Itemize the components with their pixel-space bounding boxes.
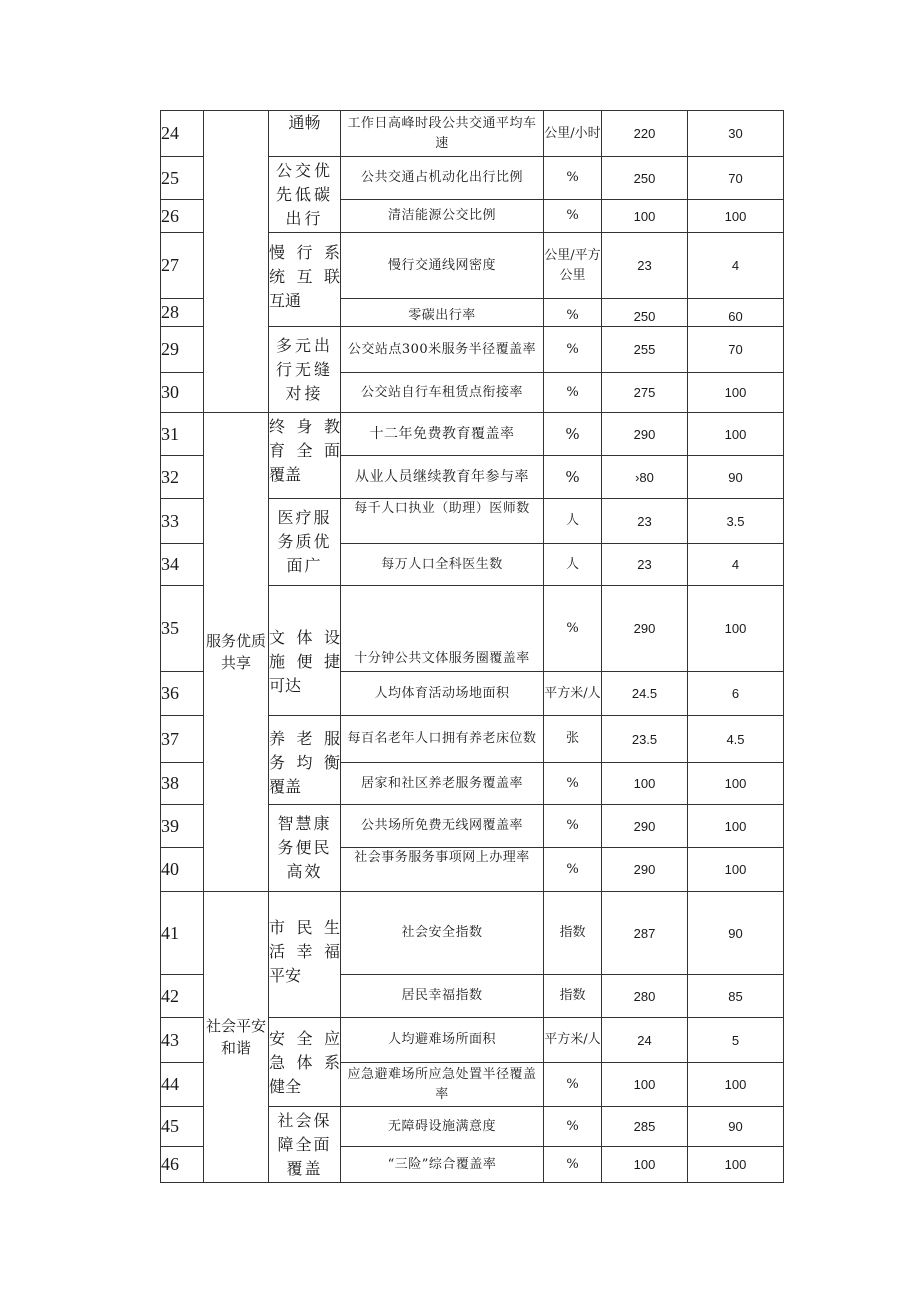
indicator-name: 人均体育活动场地面积 <box>341 672 544 716</box>
row-number: 25 <box>161 157 204 200</box>
indicator-name: 居民幸福指数 <box>341 975 544 1018</box>
row-number: 30 <box>161 373 204 413</box>
value-cell: 290 <box>602 586 688 672</box>
unit-cell: 指数 <box>544 975 602 1018</box>
unit-cell: % <box>544 200 602 233</box>
value-cell: 90 <box>688 456 784 499</box>
value-cell: 287 <box>602 892 688 975</box>
value-cell: 23 <box>602 544 688 586</box>
value-cell: 100 <box>602 763 688 805</box>
value-cell: 4 <box>688 233 784 299</box>
indicator-name: 公共交通占机动化出行比例 <box>341 157 544 200</box>
indicator-name: 十二年免费教育覆盖率 <box>341 413 544 456</box>
subcategory-cell-justified: 文 体 设 施 便 捷 可达 <box>269 586 341 716</box>
unit-cell: % <box>544 805 602 848</box>
indicator-name: 每百名老年人口拥有养老床位数 <box>341 716 544 763</box>
category-cell-transport <box>204 111 269 413</box>
value-cell: 285 <box>602 1107 688 1147</box>
indicator-name: 无障碍设施满意度 <box>341 1107 544 1147</box>
subcategory-cell-justified: 养 老 服 务 均 衡 覆盖 <box>269 716 341 805</box>
category-cell: 社会平安和谐 <box>204 892 269 1183</box>
value-cell: 23.5 <box>602 716 688 763</box>
row-number: 39 <box>161 805 204 848</box>
value-cell: 100 <box>688 200 784 233</box>
subcategory-cell: 智慧康务便民高效 <box>269 805 341 892</box>
row-number: 42 <box>161 975 204 1018</box>
indicator-name: 工作日高峰时段公共交通平均车速 <box>341 111 544 157</box>
subcategory-cell: 公交优先低碳出行 <box>269 157 341 233</box>
value-cell: 100 <box>688 848 784 892</box>
value-cell: 4.5 <box>688 716 784 763</box>
row-number: 35 <box>161 586 204 672</box>
value-cell: 290 <box>602 413 688 456</box>
row-number: 28 <box>161 299 204 327</box>
row-number: 46 <box>161 1147 204 1183</box>
unit-cell: % <box>544 1107 602 1147</box>
unit-cell: 公里/平方公里 <box>544 233 602 299</box>
indicator-name: 应急避难场所应急处置半径覆盖率 <box>341 1063 544 1107</box>
row-number: 31 <box>161 413 204 456</box>
category-cell: 服务优质共享 <box>204 413 269 892</box>
subcategory-cell: 社会保障全面覆盖 <box>269 1107 341 1183</box>
subcategory-cell: 通畅 <box>269 111 341 157</box>
table-row <box>161 413 784 456</box>
subcategory-cell-justified: 市 民 生 活 幸 福 平安 <box>269 892 341 1018</box>
value-cell: 90 <box>688 892 784 975</box>
row-number: 38 <box>161 763 204 805</box>
row-number: 36 <box>161 672 204 716</box>
value-cell: ›80 <box>602 456 688 499</box>
table-row <box>161 111 784 157</box>
value-cell: 275 <box>602 373 688 413</box>
unit-cell: % <box>544 1063 602 1107</box>
indicator-name: 每万人口全科医生数 <box>341 544 544 586</box>
value-cell: 100 <box>688 413 784 456</box>
indicator-name: 慢行交通线网密度 <box>341 233 544 299</box>
unit-cell: % <box>544 456 602 499</box>
unit-cell: % <box>544 586 602 672</box>
row-number: 27 <box>161 233 204 299</box>
unit-cell: % <box>544 848 602 892</box>
value-cell: 100 <box>688 373 784 413</box>
value-cell: 290 <box>602 848 688 892</box>
row-number: 43 <box>161 1018 204 1063</box>
value-cell: 100 <box>602 1147 688 1183</box>
indicator-table <box>160 110 784 1183</box>
subcategory-cell: 医疗服务质优面广 <box>269 499 341 586</box>
value-cell: 4 <box>688 544 784 586</box>
value-cell: 24 <box>602 1018 688 1063</box>
value-cell: 220 <box>602 111 688 157</box>
value-cell: 255 <box>602 327 688 373</box>
value-cell: 85 <box>688 975 784 1018</box>
row-number: 40 <box>161 848 204 892</box>
unit-cell: % <box>544 299 602 327</box>
unit-cell: 平方米/人 <box>544 1018 602 1063</box>
row-number: 26 <box>161 200 204 233</box>
indicator-name: 十分钟公共文体服务圈覆盖率 <box>341 586 544 672</box>
value-cell: 280 <box>602 975 688 1018</box>
unit-cell: % <box>544 1147 602 1183</box>
subcategory-cell: 多元出行无缝对接 <box>269 327 341 413</box>
row-number: 24 <box>161 111 204 157</box>
indicator-name: 社会事务服务事项网上办理率 <box>341 848 544 892</box>
row-number: 29 <box>161 327 204 373</box>
value-cell: 100 <box>602 1063 688 1107</box>
row-number: 44 <box>161 1063 204 1107</box>
value-cell: 100 <box>688 805 784 848</box>
unit-cell: % <box>544 373 602 413</box>
indicator-name: 公交站点300米服务半径覆盖率 <box>341 327 544 373</box>
value-cell: 6 <box>688 672 784 716</box>
row-number: 34 <box>161 544 204 586</box>
value-cell: 70 <box>688 327 784 373</box>
value-cell: 3.5 <box>688 499 784 544</box>
indicator-name: 社会安全指数 <box>341 892 544 975</box>
subcategory-cell-justified: 终 身 教 育 全 面 覆盖 <box>269 413 341 499</box>
value-cell: 100 <box>688 586 784 672</box>
indicator-name: 人均避难场所面积 <box>341 1018 544 1063</box>
indicator-name: 公交站自行车租赁点衔接率 <box>341 373 544 413</box>
row-number: 41 <box>161 892 204 975</box>
unit-cell: 人 <box>544 499 602 544</box>
value-cell: 23 <box>602 233 688 299</box>
indicator-name: “三险”综合覆盖率 <box>341 1147 544 1183</box>
subcategory-cell-justified: 慢 行 系 统 互 联 互通 <box>269 233 341 327</box>
unit-cell: 张 <box>544 716 602 763</box>
value-cell: 290 <box>602 805 688 848</box>
row-number: 33 <box>161 499 204 544</box>
value-cell: 100 <box>602 200 688 233</box>
value-cell: 30 <box>688 111 784 157</box>
value-cell: 5 <box>688 1018 784 1063</box>
unit-cell: 公里/小时 <box>544 111 602 157</box>
indicator-name: 清洁能源公交比例 <box>341 200 544 233</box>
indicator-name: 居家和社区养老服务覆盖率 <box>341 763 544 805</box>
row-number: 37 <box>161 716 204 763</box>
value-cell: 60 <box>688 299 784 327</box>
value-cell: 100 <box>688 1147 784 1183</box>
value-cell: 90 <box>688 1107 784 1147</box>
indicator-name: 零碳出行率 <box>341 299 544 327</box>
unit-cell: 人 <box>544 544 602 586</box>
value-cell: 100 <box>688 763 784 805</box>
unit-cell: % <box>544 327 602 373</box>
value-cell: 23 <box>602 499 688 544</box>
unit-cell: % <box>544 413 602 456</box>
indicator-name: 从业人员继续教育年参与率 <box>341 456 544 499</box>
value-cell: 250 <box>602 299 688 327</box>
indicator-name: 公共场所免费无线网覆盖率 <box>341 805 544 848</box>
value-cell: 70 <box>688 157 784 200</box>
unit-cell: 指数 <box>544 892 602 975</box>
value-cell: 24.5 <box>602 672 688 716</box>
value-cell: 250 <box>602 157 688 200</box>
indicator-name: 每千人口执业（助理）医师数 <box>341 499 544 544</box>
subcategory-cell-justified: 安 全 应 急 体 系 健全 <box>269 1018 341 1107</box>
unit-cell: 平方米/人 <box>544 672 602 716</box>
table-row <box>161 892 784 975</box>
unit-cell: % <box>544 157 602 200</box>
row-number: 32 <box>161 456 204 499</box>
value-cell: 100 <box>688 1063 784 1107</box>
row-number: 45 <box>161 1107 204 1147</box>
unit-cell: % <box>544 763 602 805</box>
